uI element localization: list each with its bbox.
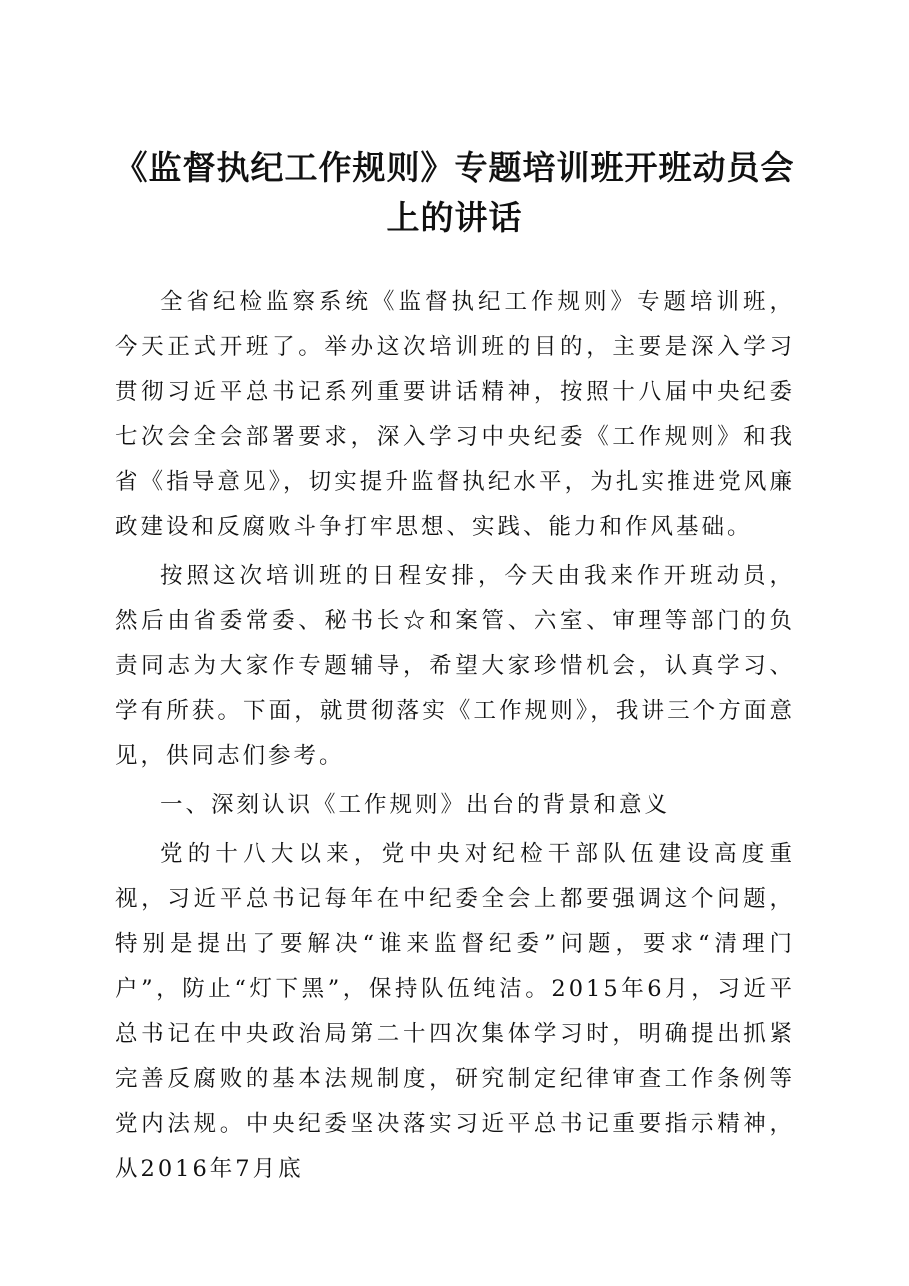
paragraph-1: 全省纪检监察系统《监督执纪工作规则》专题培训班，今天正式开班了。举办这次培训班的目的，主要是深入学习贯彻习近平总书记系列重要讲话精神，按照十八届中央纪委七次会全会部署要求，深入学习中央纪委《工作规则》和我省《指导意见》，切实提升监督执纪水平，为扎实推进党风廉政建设和反腐败斗争打牢思想、实践、能力和作风基础。 [115,289,795,540]
title-line-2: 上的讲话 [386,198,523,237]
paragraph-3: 党的十八大以来，党中央对纪检干部队伍建设高度重视，习近平总书记每年在中纪委全会上都要强调这个问题，特别是提出了要解决“谁来监督纪委”问题，要求“清理门户”，防止“灯下黑”，保持队伍纯洁。2015年6月，习近平总书记在中央政治局第二十四次集体学习时，明确提出抓紧完善反腐败的基本法规制度，研究制定纪律审查工作条例等党内法规。中央纪委坚决落实习近平总书记重要指示精神，从2016年7月底 [115,841,795,1182]
document-body [115,280,795,1192]
document-title [90,143,819,243]
section-1-heading: 一、深刻认识《工作规则》出台的背景和意义 [160,792,671,818]
paragraph-2: 按照这次培训班的日程安排，今天由我来作开班动员，然后由省委常委、秘书长☆和案管、六室、审理等部门的负责同志为大家作专题辅导，希望大家珍惜机会，认真学习、学有所获。下面，就贯彻落实《工作规则》，我讲三个方面意见，供同志们参考。 [115,563,795,769]
title-line-1: 《监督执纪工作规则》专题培训班开班动员会 [114,148,795,187]
